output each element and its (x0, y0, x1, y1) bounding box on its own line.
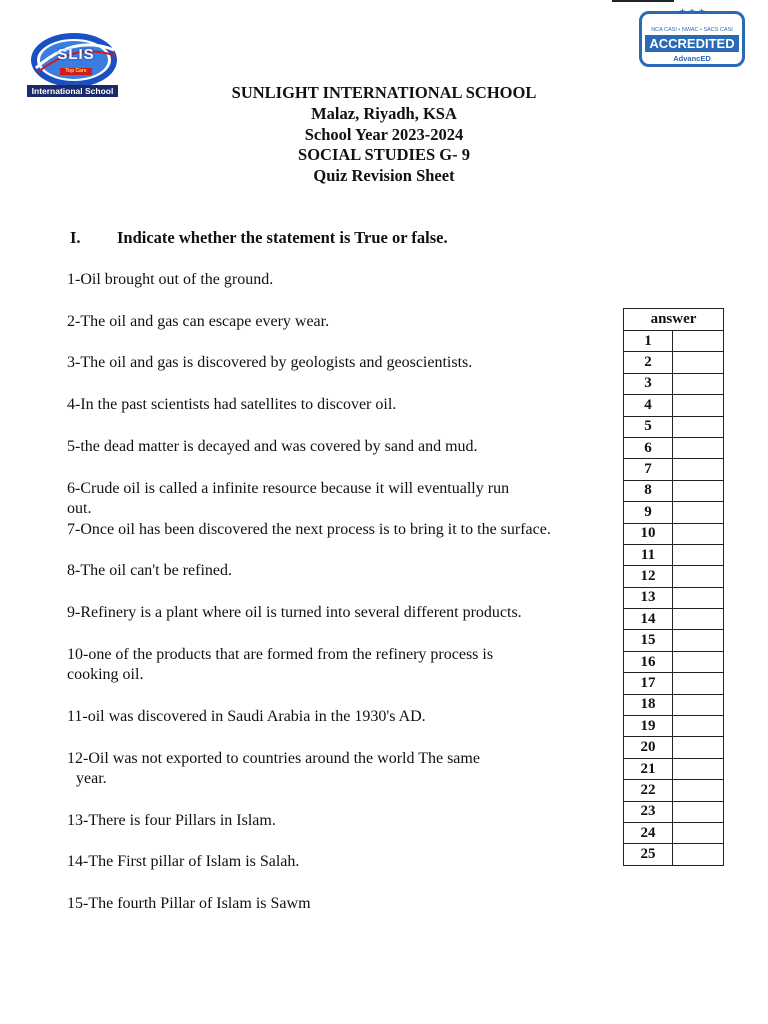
answer-row (624, 780, 724, 801)
answer-cell[interactable] (673, 416, 724, 437)
question-item (67, 561, 607, 581)
question-text-continued: cooking oil. (67, 666, 144, 683)
logo-name: SLIS (57, 46, 95, 63)
question-text: 10-one of the products that are formed from the refinery process is (67, 646, 494, 663)
answer-number: 22 (624, 780, 673, 801)
question-item (67, 520, 607, 540)
answer-table (623, 308, 724, 866)
question-text: 8-The oil can't be refined. (67, 562, 233, 579)
question-item (67, 707, 607, 727)
answer-number: 23 (624, 801, 673, 822)
question-item (67, 852, 607, 872)
question-text: 1-Oil brought out of the ground. (67, 271, 274, 288)
question-item (67, 603, 607, 623)
answer-cell[interactable] (673, 331, 724, 352)
school-name: SUNLIGHT INTERNATIONAL SCHOOL (231, 83, 537, 102)
question-text: 3-The oil and gas is discovered by geologists and geoscientists. (67, 354, 473, 371)
answer-table-header-row (624, 309, 724, 331)
question-item (67, 270, 607, 290)
question-item (67, 312, 607, 332)
logo-band: International School (27, 85, 118, 97)
answer-cell[interactable] (673, 609, 724, 630)
answer-number: 9 (624, 502, 673, 523)
answer-cell[interactable] (673, 373, 724, 394)
question-text: 14-The First pillar of Islam is Salah. (67, 853, 300, 870)
answer-cell[interactable] (673, 437, 724, 458)
question-item (67, 749, 607, 789)
answer-number: 25 (624, 844, 673, 865)
sheet-title: Quiz Revision Sheet (313, 166, 455, 186)
document-header (134, 83, 634, 187)
answer-number: 3 (624, 373, 673, 394)
answer-row (624, 331, 724, 352)
answer-number: 2 (624, 352, 673, 373)
school-location: Malaz, Riyadh, KSA (311, 103, 457, 123)
answer-row (624, 737, 724, 758)
answer-table-body (624, 331, 724, 866)
answer-cell[interactable] (673, 758, 724, 779)
question-text: 11-oil was discovered in Saudi Arabia in the 1930's AD. (67, 708, 426, 725)
question-item (67, 437, 607, 457)
answer-cell[interactable] (673, 780, 724, 801)
answer-number: 1 (624, 331, 673, 352)
answer-row (624, 523, 724, 544)
answer-number: 24 (624, 822, 673, 843)
answer-row (624, 609, 724, 630)
question-item (67, 479, 607, 519)
question-item (67, 894, 607, 914)
answer-row (624, 480, 724, 501)
answer-row (624, 758, 724, 779)
answer-row (624, 822, 724, 843)
answer-row (624, 459, 724, 480)
answer-cell[interactable] (673, 651, 724, 672)
answer-cell[interactable] (673, 544, 724, 565)
answer-number: 10 (624, 523, 673, 544)
answer-number: 15 (624, 630, 673, 651)
answer-cell[interactable] (673, 395, 724, 416)
answer-row (624, 844, 724, 865)
question-text: 6-Crude oil is called a infinite resource because it will eventually run (67, 480, 510, 497)
question-text: 4-In the past scientists had satellites to discover oil. (67, 396, 397, 413)
answer-number: 8 (624, 480, 673, 501)
answer-number: 18 (624, 694, 673, 715)
answer-cell[interactable] (673, 737, 724, 758)
question-text: 12-Oil was not exported to countries around the world The same (67, 750, 480, 767)
question-text: 9-Refinery is a plant where oil is turned into several different products. (67, 604, 522, 621)
answer-number: 13 (624, 587, 673, 608)
badge-agencies: NCA CASI • NWAC • SACS CASI (651, 27, 733, 33)
answer-row (624, 416, 724, 437)
answer-row (624, 502, 724, 523)
answer-cell[interactable] (673, 502, 724, 523)
answer-row (624, 651, 724, 672)
answer-number: 20 (624, 737, 673, 758)
answer-row (624, 395, 724, 416)
answer-cell[interactable] (673, 480, 724, 501)
answer-number: 6 (624, 437, 673, 458)
school-year: School Year 2023-2024 (304, 124, 464, 144)
badge-stars-icon: ★ ★ ★ (678, 7, 706, 16)
answer-number: 17 (624, 673, 673, 694)
answer-number: 7 (624, 459, 673, 480)
answer-number: 14 (624, 609, 673, 630)
answer-cell[interactable] (673, 801, 724, 822)
question-text: 2-The oil and gas can escape every wear. (67, 313, 330, 330)
answer-row (624, 673, 724, 694)
answer-cell[interactable] (673, 673, 724, 694)
answer-row (624, 373, 724, 394)
answer-row (624, 437, 724, 458)
subject-title: SOCIAL STUDIES G- 9 (298, 145, 470, 165)
question-text: 15-The fourth Pillar of Islam is Sawm (67, 895, 311, 912)
answer-number: 12 (624, 566, 673, 587)
answer-row (624, 566, 724, 587)
answer-cell[interactable] (673, 694, 724, 715)
logo-motto: Top Care (60, 68, 92, 75)
accreditation-badge (639, 7, 745, 67)
question-text: 5-the dead matter is decayed and was covered by sand and mud. (67, 438, 478, 455)
badge-label: ACCREDITED (645, 35, 739, 52)
answer-cell[interactable] (673, 566, 724, 587)
answer-number: 5 (624, 416, 673, 437)
question-item (67, 811, 607, 831)
answer-cell[interactable] (673, 822, 724, 843)
question-text-continued: year. (76, 770, 107, 787)
answer-row (624, 716, 724, 737)
school-logo (26, 28, 120, 100)
answer-cell[interactable] (673, 630, 724, 651)
answer-row (624, 544, 724, 565)
question-text: 13-There is four Pillars in Islam. (67, 812, 276, 829)
answer-table-header: answer (624, 309, 724, 331)
answer-cell[interactable] (673, 459, 724, 480)
question-text: 7-Once oil has been discovered the next process is to bring it to the surface. (67, 521, 551, 538)
answer-row (624, 694, 724, 715)
badge-sub: AdvancED (673, 54, 711, 63)
top-edge-line (612, 0, 674, 2)
section-instruction: Indicate whether the statement is True or false. (117, 228, 448, 247)
section-number: I. (70, 228, 81, 247)
question-item (67, 645, 607, 685)
answer-row (624, 801, 724, 822)
answer-number: 21 (624, 758, 673, 779)
answer-cell[interactable] (673, 587, 724, 608)
answer-number: 16 (624, 651, 673, 672)
answer-number: 19 (624, 716, 673, 737)
answer-row (624, 352, 724, 373)
answer-row (624, 630, 724, 651)
answer-row (624, 587, 724, 608)
answer-number: 11 (624, 544, 673, 565)
answer-cell[interactable] (673, 716, 724, 737)
answer-cell[interactable] (673, 352, 724, 373)
question-text-continued: out. (67, 500, 92, 517)
question-item (67, 353, 607, 373)
answer-number: 4 (624, 395, 673, 416)
answer-cell[interactable] (673, 844, 724, 865)
question-item (67, 395, 607, 415)
answer-cell[interactable] (673, 523, 724, 544)
